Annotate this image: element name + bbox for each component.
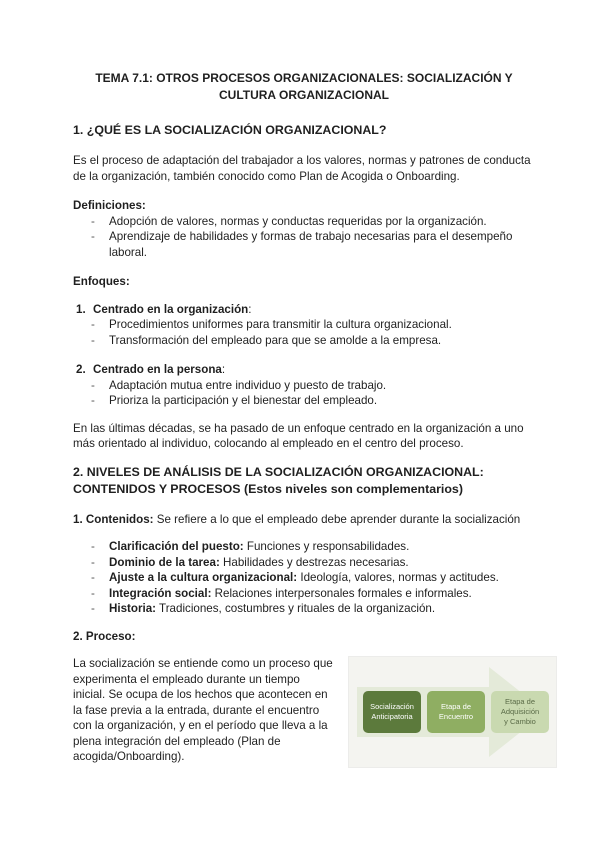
contents-term: Clarificación del puesto:: [109, 540, 244, 553]
process-diagram: [348, 656, 557, 768]
approach-2-suffix: :: [221, 363, 226, 376]
contents-term: Ajuste a la cultura organizacional:: [109, 571, 298, 584]
process-block: [73, 656, 540, 765]
section-1-heading: 1. ¿QUÉ ES LA SOCIALIZACIÓN ORGANIZACIONAL?: [73, 123, 387, 137]
contents-term: Historia:: [109, 602, 157, 615]
approach-2-name: Centrado en la persona: [93, 363, 222, 376]
section-2-heading-line-1: 2. NIVELES DE ANÁLISIS DE LA SOCIALIZACIÓN ORGANIZACIONAL:: [73, 464, 484, 479]
contents-list: [73, 539, 535, 617]
process-label: 2. Proceso:: [73, 629, 136, 643]
approach-2-number: 2.: [76, 363, 86, 376]
stage-1-line-2: Anticipatoria: [371, 712, 413, 721]
stage-2-line-1: Etapa de: [440, 702, 472, 711]
section-2-heading: [73, 464, 535, 498]
contents-paragraph: [73, 512, 535, 528]
contents-term: Integración social:: [109, 586, 212, 600]
contents-desc: Funciones y responsabilidades.: [243, 540, 410, 553]
title-line-2: CULTURA ORGANIZACIONAL: [219, 88, 389, 102]
document-title: [73, 70, 535, 104]
approach-2-title: [73, 362, 535, 378]
title-line-1: TEMA 7.1: OTROS PROCESOS ORGANIZACIONALES: SOCIALIZACIÓN Y: [95, 71, 513, 85]
approach-2-list: [73, 378, 535, 409]
approach-1-title: [73, 302, 535, 318]
stage-3-line-2: Adquisición: [500, 707, 540, 716]
contents-text: Se refiere a lo que el empleado debe aprender durante la socialización: [153, 512, 521, 526]
section-1-intro: Es el proceso de adaptación del trabajador a los valores, normas y patrones de conducta de la organización, también conocido como Plan de Acogida o Onboarding.: [73, 154, 531, 183]
contents-desc: Habilidades y destrezas necesarias.: [219, 555, 409, 569]
approach-1-name: Centrado en la organización: [93, 302, 249, 316]
stage-1-line-1: Socialización: [370, 702, 414, 711]
definition-item: - Adopción de valores, normas y conductas requeridas por la organización.: [73, 214, 535, 230]
contents-item: [73, 555, 535, 571]
contents-item: [73, 539, 535, 555]
definitions-list: [73, 214, 535, 261]
contents-desc: Tradiciones, costumbres y rituales de la organización.: [156, 602, 436, 615]
approach-1-number: 1.: [76, 302, 86, 316]
stage-3-line-3: y Cambio: [504, 717, 536, 726]
process-text: La socialización se entiende como un proceso que experimenta el empleado durante un tiempo inicial. Se ocupa de los hechos que acontecen en la fase previa a la entrada, durante el encuentro con la organización, y en el período que lleva a la plena integración del empleado (Plan de acogida/Onboarding).: [73, 657, 333, 763]
stage-3-line-1: Etapa de: [504, 697, 536, 706]
contents-item: [73, 570, 535, 586]
section-2-heading-line-2: CONTENIDOS Y PROCESOS (Estos niveles son complementarios): [73, 481, 463, 496]
contents-item: [73, 586, 535, 602]
definitions-label: Definiciones:: [73, 199, 146, 212]
contents-item: [73, 601, 535, 617]
approach-1-list: [73, 317, 535, 348]
contents-label: 1. Contenidos:: [73, 512, 154, 526]
definition-item: - Aprendizaje de habilidades y formas de trabajo necesarias para el desempeño laboral.: [73, 229, 535, 260]
contents-desc: Relaciones interpersonales formales e informales.: [211, 586, 472, 600]
document-page: [73, 70, 540, 765]
contents-term: Dominio de la tarea:: [109, 555, 220, 569]
contents-desc: Ideología, valores, normas y actitudes.: [297, 571, 499, 584]
approach-1-item: - Transformación del empleado para que se amolde a la empresa.: [73, 333, 535, 349]
approaches-label: Enfoques:: [73, 275, 130, 288]
section-1-conclusion: En las últimas décadas, se ha pasado de un enfoque centrado en la organización a uno más orientado al individuo, colocando al empleado en el centro del proceso.: [73, 421, 524, 450]
process-diagram-svg: [349, 657, 556, 767]
stage-2-line-2: Encuentro: [438, 712, 474, 721]
approach-2-item: - Prioriza la participación y el bienestar del empleado.: [73, 393, 535, 409]
approach-1-suffix: :: [248, 302, 252, 316]
approach-2-item: - Adaptación mutua entre individuo y puesto de trabajo.: [73, 378, 535, 394]
approach-1-item: - Procedimientos uniformes para transmitir la cultura organizacional.: [73, 317, 535, 333]
